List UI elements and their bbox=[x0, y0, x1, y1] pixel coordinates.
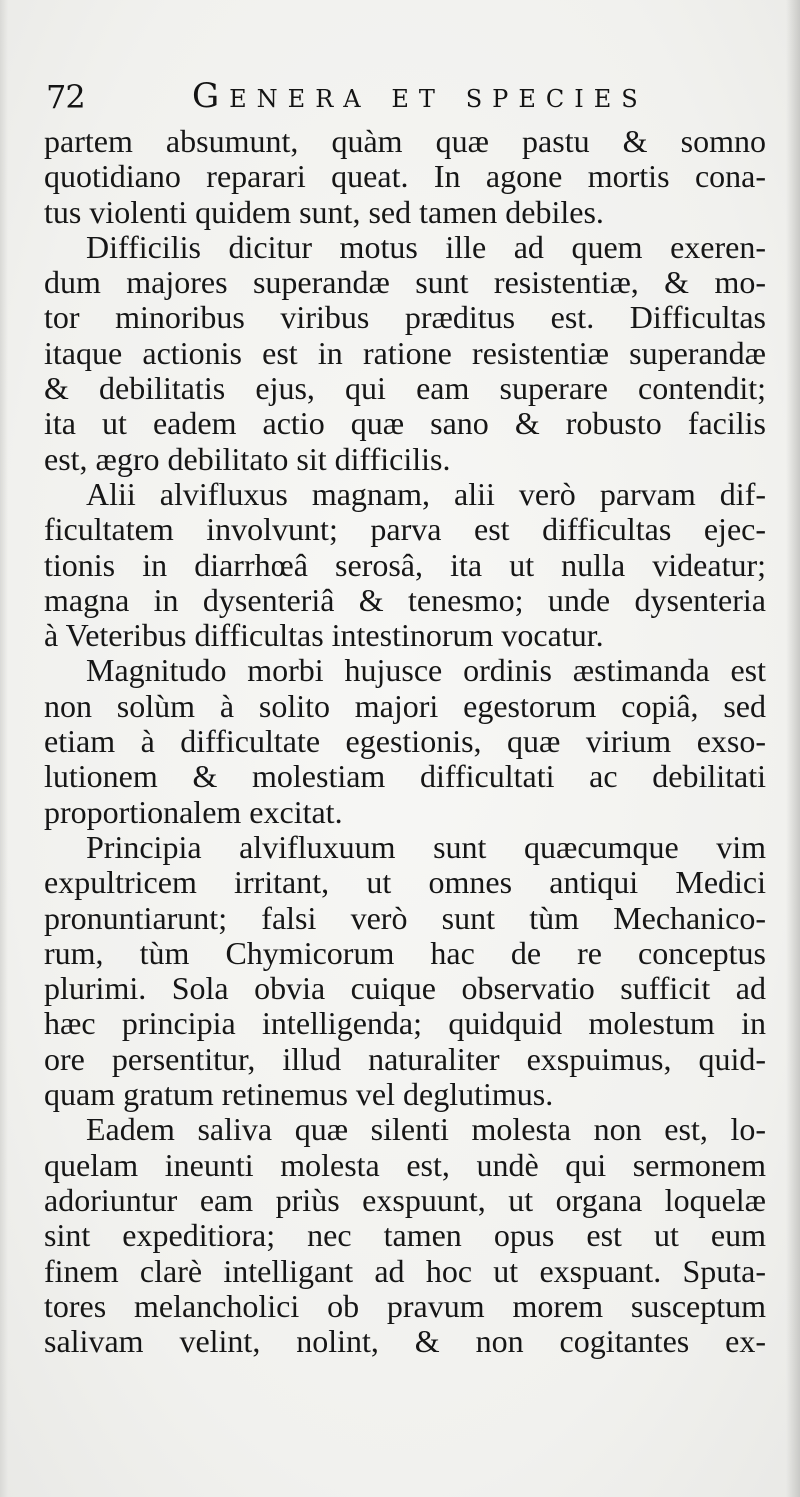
text-line: expultricem irritant, ut omnes antiqui Medici bbox=[44, 864, 766, 901]
text-line: Difficilis dicitur motus ille ad quem exeren- bbox=[86, 228, 766, 265]
text-line: quelam ineunti molesta est, undè qui sermonem bbox=[44, 1146, 766, 1183]
text-line: est, ægro debilitato sit difficilis. bbox=[44, 440, 451, 477]
text-line: lutionem & molestiam difficultati ac debilitati bbox=[44, 758, 766, 795]
text-line: ore persentitur, illud naturaliter exspuimus, quid- bbox=[44, 1040, 766, 1077]
text-line: Alii alvifluxus magnam, alii verò parvam dif- bbox=[86, 475, 766, 512]
text-line: rum, tùm Chymicorum hac de re conceptus bbox=[44, 934, 766, 971]
page-number: 72 bbox=[46, 78, 85, 116]
text-line: itaque actionis est in ratione resistentiæ superandæ bbox=[44, 334, 766, 371]
text-line: etiam à difficultate egestionis, quæ virium exso- bbox=[44, 723, 766, 760]
page-header bbox=[46, 74, 786, 124]
text-line: non solùm à solito majori egestorum copiâ, sed bbox=[44, 687, 766, 724]
text-line: salivam velint, nolint, & non cogitantes ex- bbox=[44, 1323, 766, 1360]
body-text bbox=[44, 124, 766, 1359]
text-line: proportionalem excitat. bbox=[44, 793, 343, 830]
text-line: Principia alvifluxuum sunt quæcumque vim bbox=[86, 828, 766, 865]
text-line: & debilitatis ejus, qui eam superare contendit; bbox=[44, 370, 766, 407]
text-line: pronuntiarunt; falsi verò sunt tùm Mechanico- bbox=[44, 899, 766, 936]
text-line: hæc principia intelligenda; quidquid molestum in bbox=[44, 1005, 766, 1042]
text-line: tor minoribus viribus præditus est. Difficultas bbox=[44, 299, 766, 336]
text-line: finem clarè intelligant ad hoc ut exspuant. Sputa- bbox=[44, 1252, 766, 1289]
text-line: Eadem saliva quæ silenti molesta non est, lo- bbox=[86, 1111, 766, 1148]
text-line: quam gratum retinemus vel deglutimus. bbox=[44, 1076, 554, 1113]
text-line: sint expeditiora; nec tamen opus est ut eum bbox=[44, 1217, 766, 1254]
text-line: Magnitudo morbi hujusce ordinis æstimanda est bbox=[86, 652, 766, 689]
text-line: dum majores superandæ sunt resistentiæ, & mo- bbox=[44, 264, 766, 301]
running-head: Genera et species bbox=[192, 76, 648, 116]
text-line: adoriuntur eam priùs exspuunt, ut organa loquelæ bbox=[44, 1181, 766, 1218]
text-line: tus violenti quidem sunt, sed tamen debiles. bbox=[44, 193, 604, 230]
text-line: plurimi. Sola obvia cuique observatio sufficit ad bbox=[44, 970, 766, 1007]
text-line: tionis in diarrhœâ serosâ, ita ut nulla videatur; bbox=[44, 546, 766, 583]
text-line: ita ut eadem actio quæ sano & robusto facilis bbox=[44, 405, 766, 442]
text-line: partem absumunt, quàm quæ pastu & somno bbox=[44, 123, 766, 159]
text-line: tores melancholici ob pravum morem susceptum bbox=[44, 1287, 766, 1324]
text-line: quotidiano reparari queat. In agone mortis cona- bbox=[44, 158, 766, 195]
text-line: ficultatem involvunt; parva est difficultas ejec- bbox=[44, 511, 766, 548]
text-line: magna in dysenteriâ & tenesmo; unde dysenteria bbox=[44, 581, 766, 618]
text-line: à Veteribus difficultas intestinorum vocatur. bbox=[44, 617, 604, 654]
